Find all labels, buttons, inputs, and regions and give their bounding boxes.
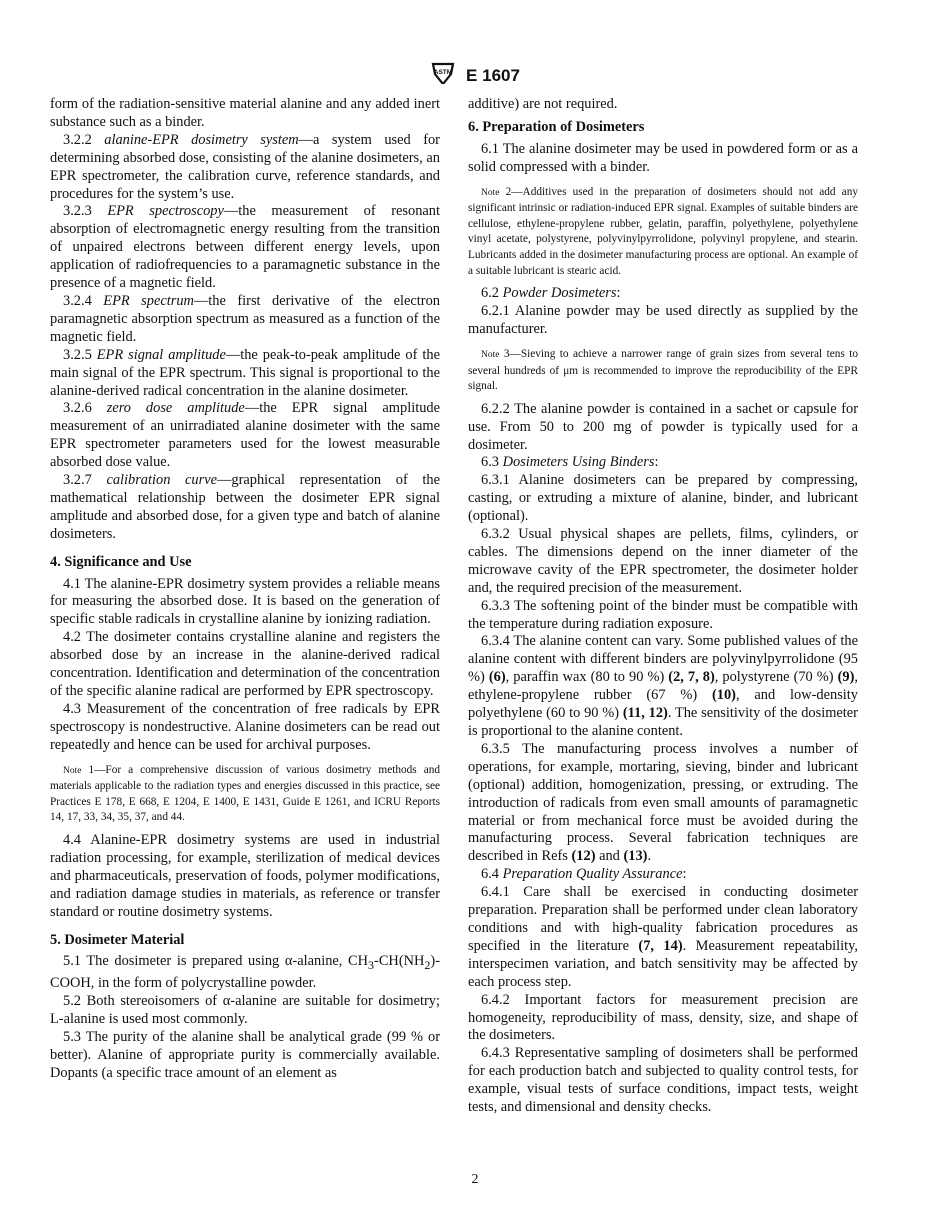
astm-logo [430,62,456,89]
section-heading-4: 4. Significance and Use [50,553,192,570]
paragraph-6-2-2: 6.2.2 The alanine powder is contained in a sachet or capsule for use. From 50 to 200 mg of powder is typically used for a dosimeter. [468,400,858,453]
paragraph-3-2-6: 3.2.6 zero dose amplitude—the EPR signal amplitude measurement of an unirradiated alanine dosimeter with the same EPR spectrometer parameters used for the lowest measurable absorbed dose value. [50,400,440,471]
paragraph-3-2-4: 3.2.4 EPR spectrum—the first derivative of the electron paramagnetic absorption spectrum as measured as a function of the magnetic field. [50,292,440,345]
reference-citation: (9) [837,669,855,686]
right-column [468,96,858,1117]
reference-citation: (2, 7, 8) [668,669,715,686]
paragraph-3-2-1-continued: form of the radiation-sensitive material alanine and any added inert substance such as a binder. [50,96,440,130]
paragraph-3-2-5: 3.2.5 EPR signal amplitude—the peak-to-peak amplitude of the main signal of the EPR spectrum. This signal is proportional to the alanine-derived radical concentration in the alanine dosimeter. [50,346,440,399]
section-heading-6: 6. Preparation of Dosimeters [468,118,645,135]
paragraph-4-2: 4.2 The dosimeter contains crystalline alanine and registers the absorbed dose by an increase in the alanine-derived radical concentration. Identification and determination of the concentration of the specific alanine radical are performed by EPR spectroscopy. [50,629,440,699]
page-header [0,62,950,89]
reference-citation: (6) [488,669,506,686]
paragraph-3-2-2: 3.2.2 alanine-EPR dosimetry system—a system used for determining absorbed dose, consisting of the alanine dosimeters, an EPR spectrometer, the calibration curve, reference standards, and procedures for the system’s use. [50,131,440,202]
paragraph-6-4-2: 6.4.2 Important factors for measurement precision are homogeneity, reproducibility of mass, density, size, and shape of the dosimeters. [468,991,858,1044]
paragraph-6-1: 6.1 The alanine dosimeter may be used in powdered form or as a solid compressed with a binder. [468,140,858,175]
paragraph-3-2-7: 3.2.7 calibration curve—graphical representation of the mathematical relationship between the dosimeter EPR signal amplitude and absorbed dose, for a given type and batch of alanine dosimeters. [50,472,440,542]
paragraph-6-3-5: 6.3.5 The manufacturing process involves a number of operations, for example, mortaring, sieving, binder and lubricant (optional) addition, homogenization, pressing, or extruding. The introduction of radicals from even small amounts of paramagnetic material or from mechanical force must be avoided during the manufacturing process. Several fabrication techniques are described in Refs (12) and (13). [468,740,858,865]
paragraph-6-2-1: 6.2.1 Alanine powder may be used directly as supplied by the manufacturer. [468,303,858,337]
paragraph-4-4: 4.4 Alanine-EPR dosimetry systems are used in industrial radiation processing, for example, sterilization of medical devices and pharmaceuticals, preservation of foods, polymer modifications, and radiation damage studies in materials, as reference or transfer standard or routine dosimetry systems. [50,832,440,920]
paragraph-4-1: 4.1 The alanine-EPR dosimetry system provides a reliable means for measuring the absorbed dose. It is based on the generation of specific stable radicals in crystalline alanine by ionizing radiation. [50,575,440,628]
reference-citation: (7, 14) [638,937,683,954]
left-column [50,96,440,1083]
astm-logo-text: ASTM [433,69,453,76]
paragraph-6-4-3: 6.4.3 Representative sampling of dosimeters shall be performed for each production batch and subjected to quality control tests, for example, visual tests of surface conditions, impact tests, weight tests, and dimensional and density checks. [468,1045,858,1116]
note-2: Note 2—Additives used in the preparation of dosimeters should not add any significant intrinsic or radiation-induced EPR signal. Examples of suitable binders are cellulose, ethylene-propylene rubber, gelatin, paraffin, polyethylene, polyethylene vinyl acetate, polystyrene, polyvinylpyrrolidone, polyvinyl propylene, and stearin. Lubricants added in the dosimeter manufacturing process are optional. An example of a suitable lubricant is stearic acid. [468,185,858,277]
paragraph-6-4-1: 6.4.1 Care shall be exercised in conducting dosimeter preparation. Preparation shall be performed under clean laboratory conditions and with high-quality fabrication procedures as specified in the literature (7, 14). Measurement repeatability, interspecimen variation, and batch sensitivity may be affected by each process step. [468,884,858,990]
section-heading-5: 5. Dosimeter Material [50,931,185,948]
paragraph-5-3: 5.3 The purity of the alanine shall be analytical grade (99 % or better). Alanine of appropriate purity is commercially available. Dopants (a specific trace amount of an element as [50,1028,440,1081]
reference-citation: (12) [571,848,596,865]
paragraph-6-3: 6.3 Dosimeters Using Binders: [481,454,659,471]
reference-citation: (13) [623,848,648,865]
note-3: Note 3—Sieving to achieve a narrower range of grain sizes from several tens to several hundreds of μm is recommended to improve the reproducibility of the EPR signal. [468,347,858,393]
document-designation: E 1607 [466,65,520,85]
page-number: 2 [471,1172,479,1187]
paragraph-3-2-3: 3.2.3 EPR spectroscopy—the measurement of resonant absorption of electromagnetic energy resulting from the transition of unpaired electrons between different energy levels, upon application of radiofrequencies to a paramagnetic substance in the presence of a magnetic field. [50,203,440,292]
paragraph-5-2: 5.2 Both stereoisomers of α-alanine are suitable for dosimetry; L-alanine is used most commonly. [50,993,440,1028]
reference-citation: (11, 12) [622,705,668,722]
paragraph-5-1: 5.1 The dosimeter is prepared using α-alanine, $CH_3-CH(NH_2)$-COOH, in the form of polycrystalline powder. [50,953,440,992]
paragraph-6-3-1: 6.3.1 Alanine dosimeters can be prepared by compressing, casting, or extruding a mixture of alanine, binder, and lubricant (optional). [468,472,858,525]
paragraph-6-3-2: 6.3.2 Usual physical shapes are pellets, films, cylinders, or cables. The dimensions depend on the inner diameter of the microwave cavity of the EPR spectrometer, the dosimeter holder and, the required precision of the measurement. [468,526,858,596]
reference-citation: (10) [711,687,736,704]
paragraph-6-4: 6.4 Preparation Quality Assurance: [481,866,687,883]
paragraph-6-3-3: 6.3.3 The softening point of the binder must be compatible with the temperature during radiation exposure. [468,597,858,632]
paragraph-4-3: 4.3 Measurement of the concentration of free radicals by EPR spectroscopy is nondestructive. Alanine dosimeters can be read out repeatedly and hence can be used for archival purposes. [50,700,440,753]
paragraph-6-2: 6.2 Powder Dosimeters: [481,285,621,302]
paragraph-6-3-4: 6.3.4 The alanine content can vary. Some published values of the alanine content with different binders are polyvinylpyrrolidone (95 %) (6), paraffin wax (80 to 90 %) (2, 7, 8), polystyrene (70 %) (9), ethylene-propylene rubber (67 %) (10), and low-density polyethylene (60 to 90 %) (11, 12). The sensitivity of the dosimeter is proportional to the alanine content. [468,633,858,739]
paragraph-5-3-continued: additive) are not required. [468,96,618,112]
note-1: Note 1—For a comprehensive discussion of various dosimetry methods and materials applicable to the radiation types and energies discussed in this practice, see Practices E 178, E 668, E 1204, E 1400, E 1431, Guide E 1261, and ICRU Reports 14, 17, 33, 34, 35, 37, and 44. [50,763,440,824]
